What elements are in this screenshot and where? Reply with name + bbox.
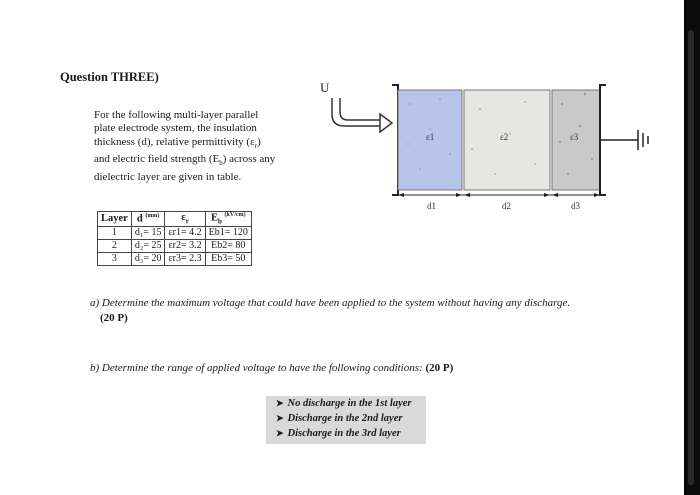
condition-text: Discharge in the 3rd layer (287, 428, 401, 439)
cell-d: d₁= 15 (131, 226, 165, 239)
bullet-arrow-icon: ➤ (276, 398, 284, 408)
cell-eb: Eb3= 50 (205, 252, 251, 265)
header-er (165, 212, 205, 227)
intro-line-1: For the following multi-layer parallel (94, 109, 259, 121)
bullet-arrow-icon: ➤ (276, 413, 284, 423)
header-er-sub: r (185, 217, 189, 226)
bullet-arrow-icon: ➤ (276, 428, 284, 438)
header-d (131, 212, 165, 227)
left-electrode (392, 85, 398, 195)
header-eb-unit: (kV/cm) (224, 212, 246, 218)
intro-line-4-across: ) across any (222, 153, 276, 166)
layer-3-label: ε3 (570, 132, 579, 142)
condition-item (276, 398, 412, 409)
intro-line-4 (94, 153, 299, 170)
condition-item (276, 428, 401, 439)
layer-1-label: ε1 (426, 132, 435, 142)
voltage-lead-inner (340, 98, 382, 120)
electrode-diagram (310, 74, 670, 214)
condition-text: No discharge in the 1st layer (287, 398, 412, 409)
table-row (98, 239, 252, 252)
intro-line-5: dielectric layer are given in table. (94, 170, 242, 183)
scrollbar-thumb[interactable] (688, 30, 694, 485)
cell-d: d₃= 20 (131, 252, 165, 265)
header-er-label: ε (181, 212, 186, 224)
header-eb-sub: b (218, 217, 222, 226)
header-d-unit: (mm) (145, 213, 160, 220)
table-header-row (98, 212, 252, 227)
header-eb (205, 212, 251, 227)
condition-text: Discharge in the 2nd layer (287, 413, 403, 424)
header-d-label: d (136, 213, 143, 225)
intro-line-3-text: thickness (d), relative permittivity (ε (94, 135, 255, 148)
header-layer: Layer (98, 212, 132, 227)
part-a (90, 296, 650, 326)
table-row (98, 252, 252, 265)
cell-layer: 3 (98, 252, 132, 265)
part-b-points: (20 P) (425, 362, 454, 374)
thickness-label-1: d1 (427, 201, 436, 211)
header-eb-label: E (210, 212, 218, 224)
cell-eb: Eb2= 80 (205, 239, 251, 252)
part-a-text: a) Determine the maximum voltage that could have been applied to the system without having any discharge. (90, 297, 571, 309)
question-title: Question THREE) (60, 70, 159, 84)
part-b (90, 362, 453, 374)
layer-table (97, 211, 252, 266)
cell-er: εr3= 2.3 (165, 252, 205, 265)
intro-sub-r: r (254, 141, 258, 150)
part-b-text: b) Determine the range of applied voltage to have the following conditions: (90, 362, 423, 374)
intro-line-3-close: ) (257, 135, 261, 148)
intro-paragraph (94, 109, 299, 184)
cell-er: εr2= 3.2 (165, 239, 205, 252)
cell-layer: 1 (98, 226, 132, 239)
thickness-label-3: d3 (571, 201, 580, 211)
cell-d: d₂= 25 (131, 239, 165, 252)
part-a-points: (20 P) (100, 312, 128, 324)
cell-er: εr1= 4.2 (165, 226, 205, 239)
thickness-label-2: d2 (502, 201, 511, 211)
cell-layer: 2 (98, 239, 132, 252)
table-row (98, 226, 252, 239)
voltage-arrow-icon (380, 114, 392, 132)
intro-line-4-text: and electric field strength (E (94, 153, 220, 166)
voltage-label: U (320, 80, 330, 95)
intro-line-3 (94, 136, 299, 153)
layer-2-label: ε2 (500, 132, 509, 142)
condition-item (276, 413, 402, 424)
intro-sub-b: b (219, 159, 223, 168)
intro-line-2: plate electrode system, the insulation (94, 122, 257, 135)
cell-eb: Eb1= 120 (205, 226, 251, 239)
